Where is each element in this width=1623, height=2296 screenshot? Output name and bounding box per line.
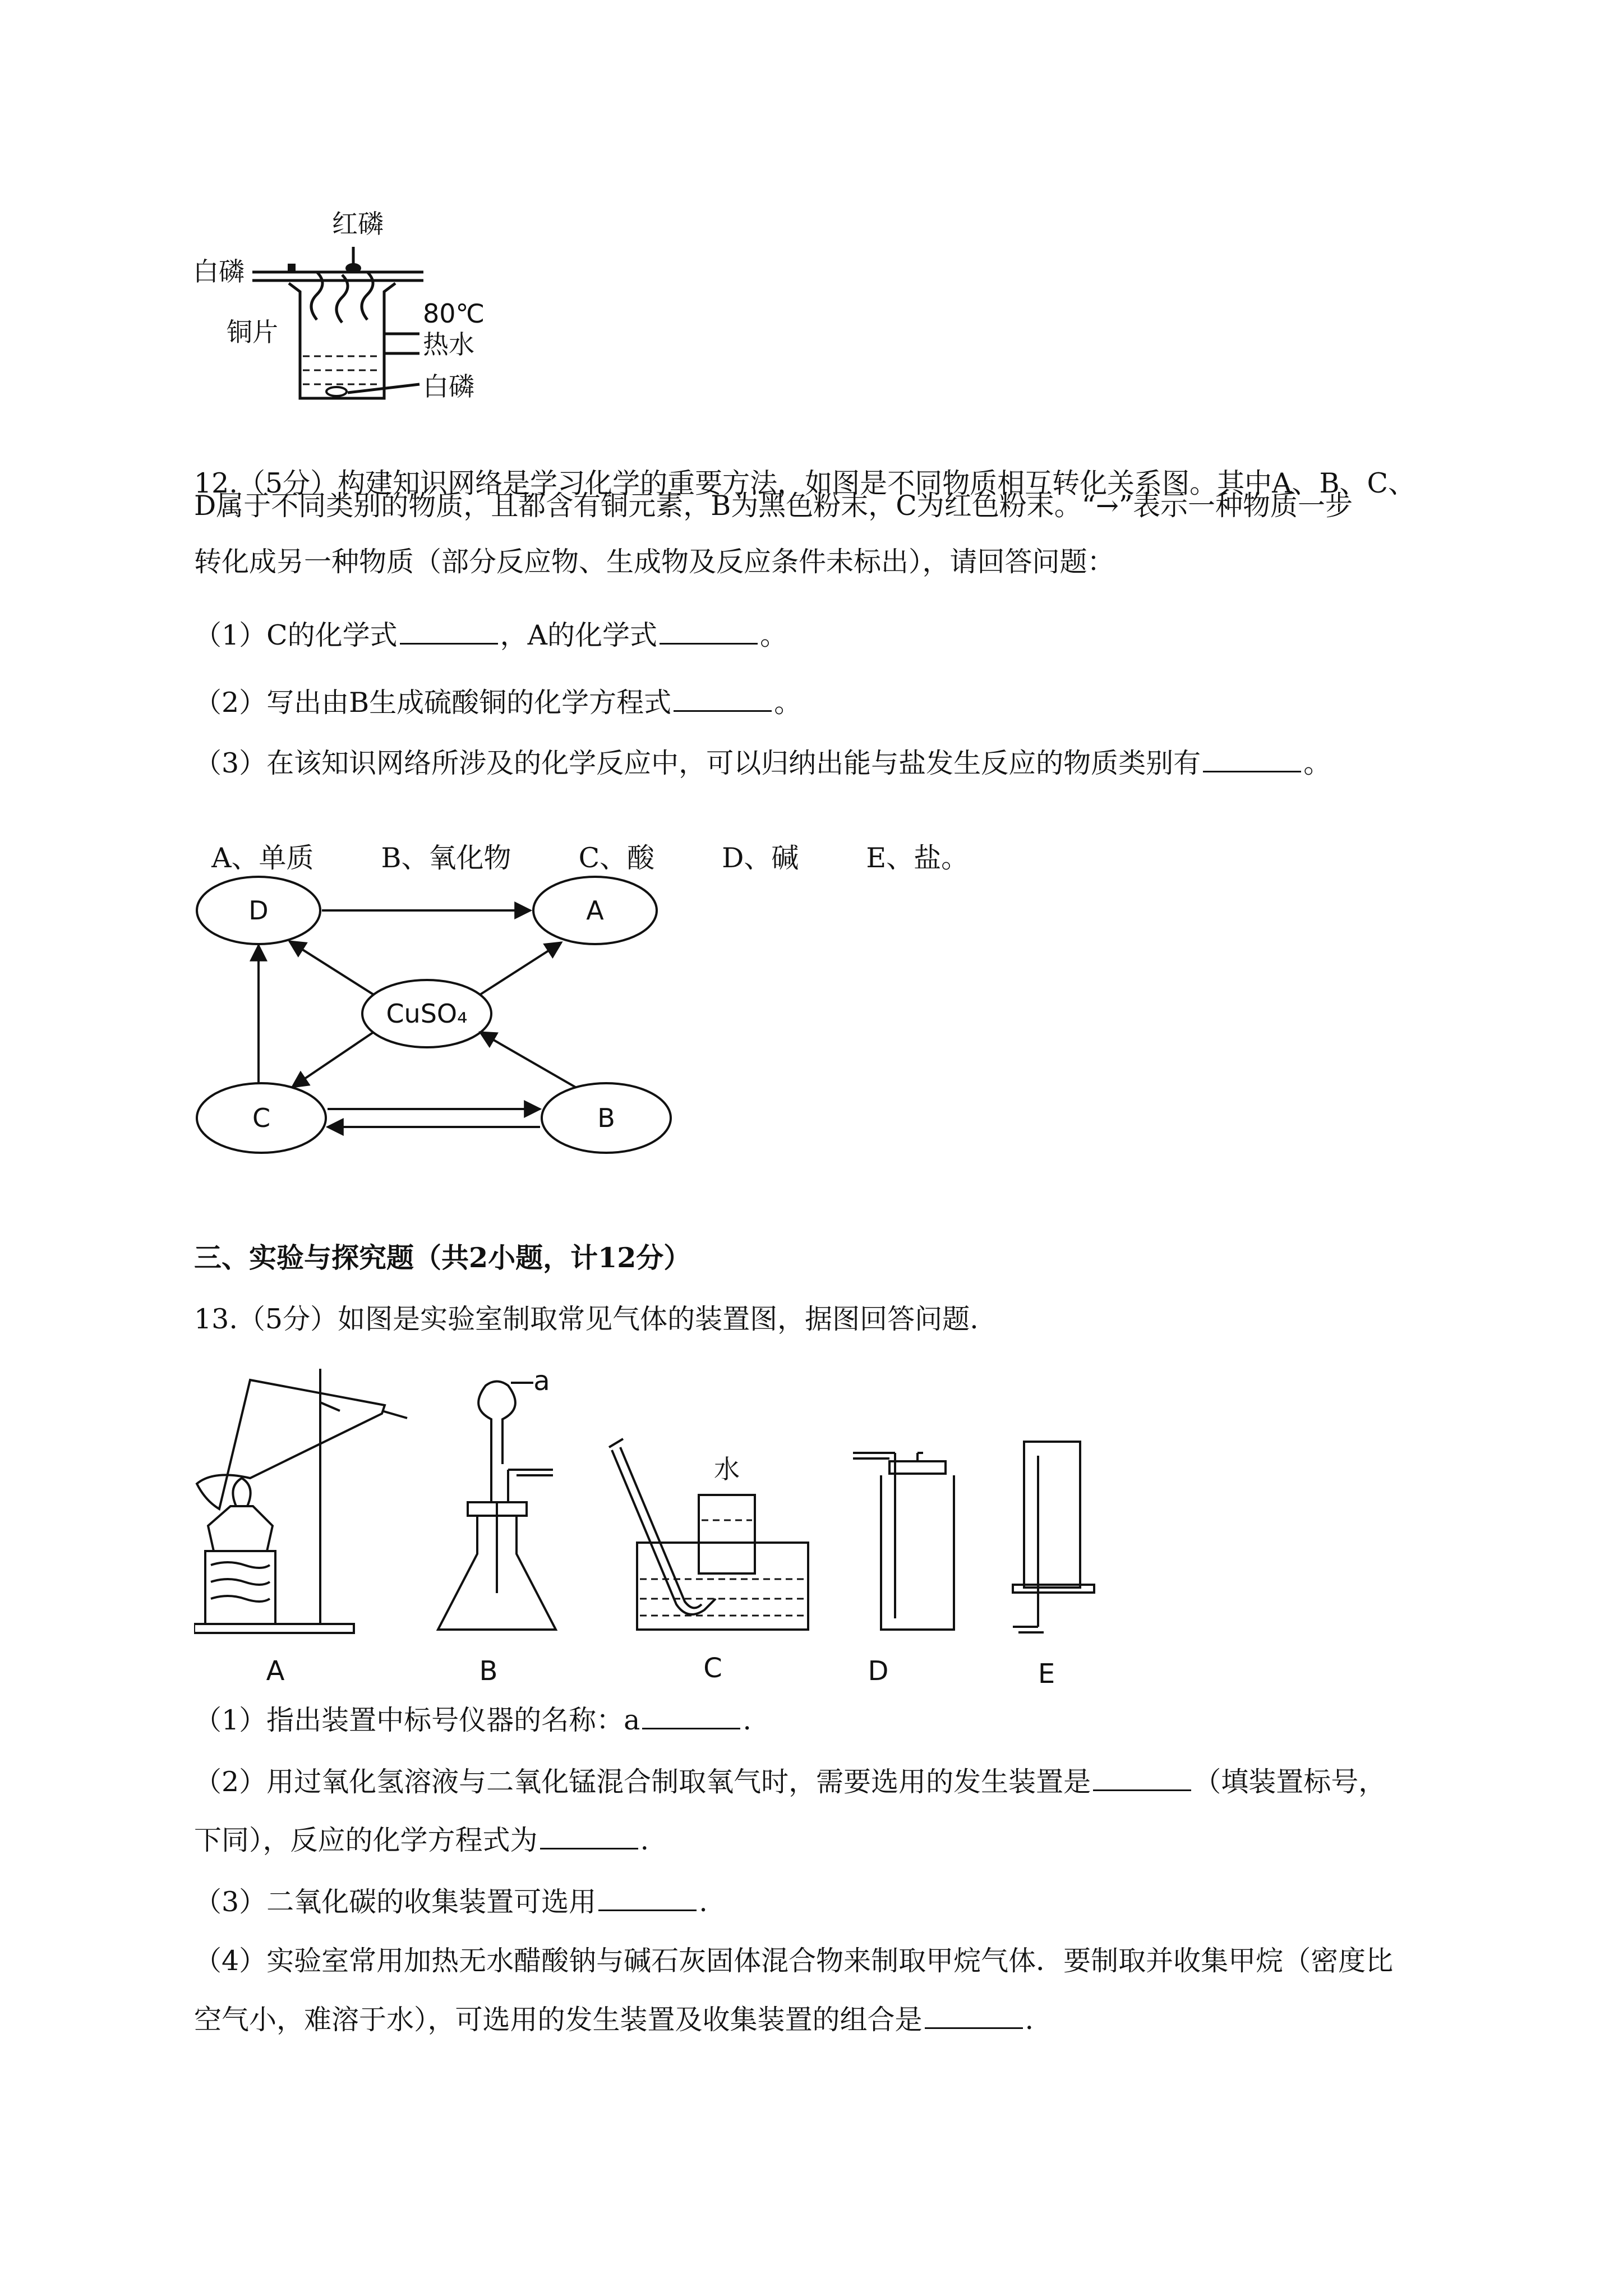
q13-sub2-text-d: . — [640, 1824, 649, 1856]
q13-sub2-text-a: （2）用过氧化氢溶液与二氧化锰混合制取氧气时，需要选用的发生装置是 — [194, 1766, 1091, 1798]
label-red-phosphorus: 红磷 — [332, 209, 384, 239]
q13-sub-1 — [194, 1703, 1456, 1737]
arrow-cuso4-to-d — [289, 941, 374, 995]
answer-blank-b-equation[interactable] — [674, 685, 772, 712]
answer-blank-co2-collector[interactable] — [598, 1885, 697, 1911]
answer-blank-a-formula[interactable] — [660, 618, 758, 645]
q13-sub-4-line-2 — [194, 2003, 1456, 2037]
q13-sub2-text-c: 下同），反应的化学方程式为 — [194, 1824, 538, 1856]
answer-blank-instrument-name[interactable] — [642, 1703, 740, 1729]
q13-sub3-text-b: . — [699, 1886, 708, 1918]
option-c: C、酸 — [578, 842, 655, 874]
option-a: A、单质 — [211, 842, 314, 874]
option-d: D、碱 — [722, 842, 799, 874]
section-3-heading: 三、实验与探究题（共2小题，计12分） — [194, 1241, 691, 1274]
q12-sub-2 — [194, 685, 1456, 720]
answer-blank-c-formula[interactable] — [400, 618, 498, 645]
node-a-label: A — [586, 895, 604, 926]
q12-sub-1 — [194, 618, 1456, 652]
q13-line-1: 13.（5分）如图是实验室制取常见气体的装置图，据图回答问题. — [194, 1303, 979, 1335]
q12-sub1-text-c: 。 — [760, 619, 788, 651]
arrow-cuso4-to-c — [292, 1032, 374, 1087]
q12-line-3: 转化成另一种物质（部分反应物、生成物及反应条件未标出），请回答问题： — [194, 546, 1115, 578]
apparatus-label-b: B — [479, 1655, 498, 1687]
node-d-label: D — [248, 895, 269, 926]
gas-apparatus-figure — [194, 1358, 1159, 1688]
label-water: 水 — [714, 1454, 740, 1484]
q13-sub4-text-b: . — [1025, 2004, 1034, 2036]
q13-sub1-text-b: . — [743, 1704, 751, 1736]
node-cuso4-label: CuSO₄ — [386, 999, 468, 1029]
label-white-phosphorus-top: 白磷 — [193, 256, 245, 287]
arrow-cuso4-to-a — [480, 942, 561, 995]
phosphorus-combustion-figure — [185, 191, 544, 415]
q13-sub3-text-a: （3）二氧化碳的收集装置可选用 — [194, 1886, 597, 1918]
option-e: E、盐。 — [866, 842, 969, 874]
apparatus-label-e: E — [1038, 1658, 1055, 1688]
apparatus-label-c: C — [703, 1653, 722, 1684]
q12-options — [194, 808, 1456, 875]
node-b-label: B — [597, 1103, 615, 1133]
node-c-label: C — [252, 1103, 271, 1133]
arrow-b-to-cuso4 — [480, 1032, 575, 1087]
q12-sub2-text-b: 。 — [774, 687, 802, 719]
q12-sub3-text-b: 。 — [1303, 747, 1331, 779]
answer-blank-substance-types[interactable] — [1203, 746, 1301, 772]
q13-sub4-text-a: 空气小，难溶于水），可选用的发生装置及收集装置的组合是 — [194, 2004, 923, 2036]
q12-sub1-text-b: ，A的化学式 — [500, 619, 658, 651]
q13-sub1-text-a: （1）指出装置中标号仪器的名称：a — [194, 1704, 640, 1736]
answer-blank-generator[interactable] — [1093, 1765, 1191, 1791]
copper-conversion-diagram — [194, 867, 682, 1158]
q13-sub-3 — [194, 1885, 1456, 1919]
q12-line-2: D属于不同类别的物质，且都含有铜元素，B为黑色粉末，C为红色粉末。“→”表示一种物质一步 — [194, 490, 1353, 522]
answer-blank-methane-combo[interactable] — [925, 2003, 1023, 2029]
label-hot-water: 热水 — [423, 329, 474, 360]
apparatus-label-a: A — [266, 1655, 285, 1687]
q12-line-1: 12.（5分）构建知识网络是学习化学的重要方法，如图是不同物质相互转化关系图。其中A、B、C、 — [194, 467, 1415, 499]
label-copper-sheet: 铜片 — [227, 317, 278, 347]
q12-sub3-text-a: （3）在该知识网络所涉及的化学反应中，可以归纳出能与盐发生反应的物质类别有 — [194, 747, 1201, 779]
q12-sub-3 — [194, 746, 1456, 780]
q13-sub-2-line-2 — [194, 1823, 1456, 1857]
q12-sub2-text-a: （2）写出由B生成硫酸铜的化学方程式 — [194, 687, 672, 719]
answer-blank-equation[interactable] — [540, 1823, 638, 1849]
q13-sub2-text-b: （填装置标号， — [1193, 1766, 1386, 1798]
label-white-phosphorus-bottom: 白磷 — [423, 371, 474, 402]
q13-sub-4-line-1: （4）实验室常用加热无水醋酸钠与碱石灰固体混合物来制取甲烷气体．要制取并收集甲烷（密度比 — [194, 1945, 1394, 1977]
option-b: B、氧化物 — [381, 842, 511, 874]
label-temperature: 80℃ — [423, 298, 485, 329]
q13-sub-2-line-1 — [194, 1765, 1456, 1799]
apparatus-label-d: D — [868, 1655, 889, 1687]
q12-sub1-text-a: （1）C的化学式 — [194, 619, 398, 651]
instrument-label-a: a — [533, 1365, 550, 1397]
